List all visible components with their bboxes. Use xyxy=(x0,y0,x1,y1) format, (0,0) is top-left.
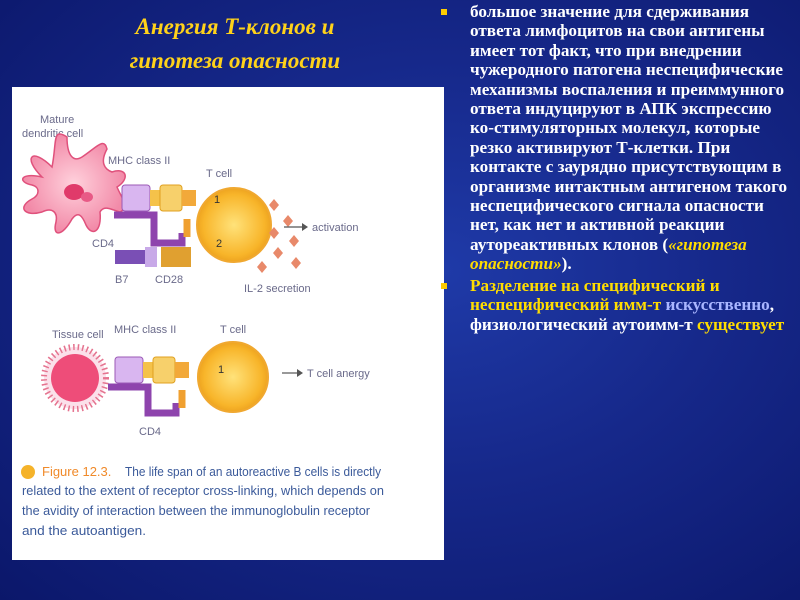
tissue-cell xyxy=(44,347,106,409)
anergy-label: T cell anergy xyxy=(307,368,370,380)
tcell-label-bottom: T cell xyxy=(220,324,247,336)
caption-line-4: and the autoantigen. xyxy=(22,523,146,538)
mhc-label-top: MHC class II xyxy=(108,155,171,167)
dendritic-cell xyxy=(23,134,126,233)
bullet-1-end: ). xyxy=(561,254,572,274)
bullet-1-text: большое значение для сдерживания ответа лимфоцитов на свои антигены имеет тот факт, что при внедрении чужеродного патогена неспецифические механизмы воспаления и преиммунного ответа индуцируют в АПК экспрессию ко-стимуляторных молекул, которые резко активируют Т-клетки. При контакте с заурядно присутствующим в организме интактным антигеном такого неспецифического сигнала опасности нет, как нет и активной реакции аутореактивных клонов ( xyxy=(470,2,788,254)
signal-1-top: 1 xyxy=(214,194,221,206)
bullet-square-icon xyxy=(441,9,447,15)
t-cell-bottom xyxy=(198,342,268,412)
caption-line-2: related to the extent of receptor cross-linking, which depends on xyxy=(22,483,384,498)
signal-2-top: 2 xyxy=(216,238,223,250)
dc-label-2: dendritic cell xyxy=(22,128,84,140)
caption-bullet-icon xyxy=(21,465,35,479)
bullet-item-1 xyxy=(437,2,793,274)
cd4-molecule-bottom xyxy=(108,387,182,413)
activation-label: activation xyxy=(312,222,359,234)
slide-title-line2: гипотеза опасности xyxy=(129,48,341,73)
mhc-complex-bottom xyxy=(115,357,189,383)
cd28-label: CD28 xyxy=(155,274,184,286)
bullet-item-2 xyxy=(437,276,793,334)
cd4-label-bottom: CD4 xyxy=(139,426,162,438)
t-cell-top xyxy=(197,188,271,262)
bullet-2-emphasis-1: искусственно xyxy=(665,295,770,315)
bullet-1-emphasis: «гипотеза опасности» xyxy=(470,234,747,274)
tcell-label-top: T cell xyxy=(206,168,233,180)
mhc-label-bottom: MHC class II xyxy=(114,324,177,336)
il2-label: IL-2 secretion xyxy=(244,283,311,295)
signal-1-bottom: 1 xyxy=(218,364,225,376)
slide-title-line1: Анергия Т-клонов и xyxy=(135,14,335,39)
bullet-2-text: Разделение на специфический и неспецифический имм-т xyxy=(470,275,720,315)
mhc-complex-top xyxy=(122,185,196,211)
cd4-molecule-top xyxy=(114,215,187,243)
b7-label: B7 xyxy=(115,274,129,286)
cd4-label-top: CD4 xyxy=(92,238,115,250)
bullet-2-text-2: , физиологический аутоимм-т xyxy=(470,295,775,334)
bullet-square-icon xyxy=(441,283,447,289)
b7-cd28-complex xyxy=(115,247,191,267)
bullet-list xyxy=(437,2,793,334)
caption-line-1: The life span of an autoreactive B cells is directly xyxy=(125,464,382,479)
bullet-2-emphasis-2: существует xyxy=(697,314,785,334)
anergy-diagram xyxy=(12,87,444,560)
slide-title xyxy=(0,10,470,78)
anergy-arrow xyxy=(282,369,303,377)
figure-panel xyxy=(12,87,444,560)
dc-label-1: Mature xyxy=(40,114,75,126)
caption-line-3: the avidity of interaction between the immunoglobulin receptor xyxy=(22,503,371,518)
figure-number: Figure 12.3. xyxy=(42,464,112,479)
tissue-label: Tissue cell xyxy=(52,329,104,341)
